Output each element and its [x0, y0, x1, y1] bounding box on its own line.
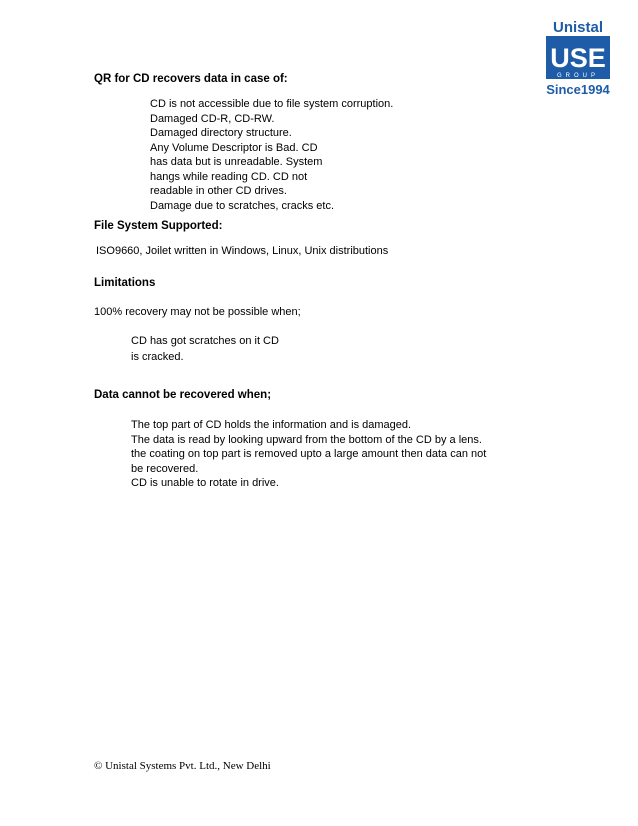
limitations-heading: Limitations	[94, 277, 156, 289]
cannot-line: CD is unable to rotate in drive.	[131, 477, 279, 489]
cannot-line: The top part of CD holds the information and is damaged.	[131, 419, 412, 431]
page-footer: © Unistal Systems Pvt. Ltd., New Delhi	[94, 760, 271, 772]
fs-heading: File System Supported:	[94, 220, 223, 232]
cannot-line: The data is read by looking upward from the bottom of the CD by a lens.	[131, 433, 482, 446]
logo-brand-text: Unistal	[552, 19, 604, 36]
qr-heading: QR for CD recovers data in case of:	[94, 73, 288, 85]
limitation-line: is cracked.	[131, 351, 184, 363]
fs-text: ISO9660, Joilet written in Windows, Linux, Unix distributions	[96, 245, 389, 257]
logo-group-text: GROUP	[556, 73, 600, 79]
cannot-list	[131, 418, 486, 491]
logo-since-text: Since1994	[546, 82, 610, 97]
qr-line: Any Volume Descriptor is Bad. CD	[150, 141, 318, 154]
logo-mark-text: USE	[550, 43, 606, 73]
qr-line: readable in other CD drives.	[150, 185, 287, 197]
qr-list	[150, 97, 393, 213]
qr-line: hangs while reading CD. CD not	[150, 170, 308, 183]
cannot-line: the coating on top part is removed upto a large amount then data can not	[131, 448, 487, 460]
qr-line: Damaged directory structure.	[150, 127, 292, 139]
limitation-line: CD has got scratches on it CD	[131, 335, 279, 347]
qr-line: has data but is unreadable. System	[150, 156, 323, 168]
qr-line: CD is not accessible due to file system corruption.	[150, 98, 394, 110]
cannot-heading: Data cannot be recovered when;	[94, 389, 272, 401]
unistal-logo	[540, 18, 616, 98]
qr-line: Damaged CD-R, CD-RW.	[150, 112, 275, 125]
limitations-list	[131, 333, 279, 365]
qr-line: Damage due to scratches, cracks etc.	[150, 199, 335, 212]
unistal-logo-mark	[540, 18, 616, 98]
limitations-intro: 100% recovery may not be possible when;	[94, 306, 301, 318]
cannot-line: be recovered.	[131, 462, 199, 475]
